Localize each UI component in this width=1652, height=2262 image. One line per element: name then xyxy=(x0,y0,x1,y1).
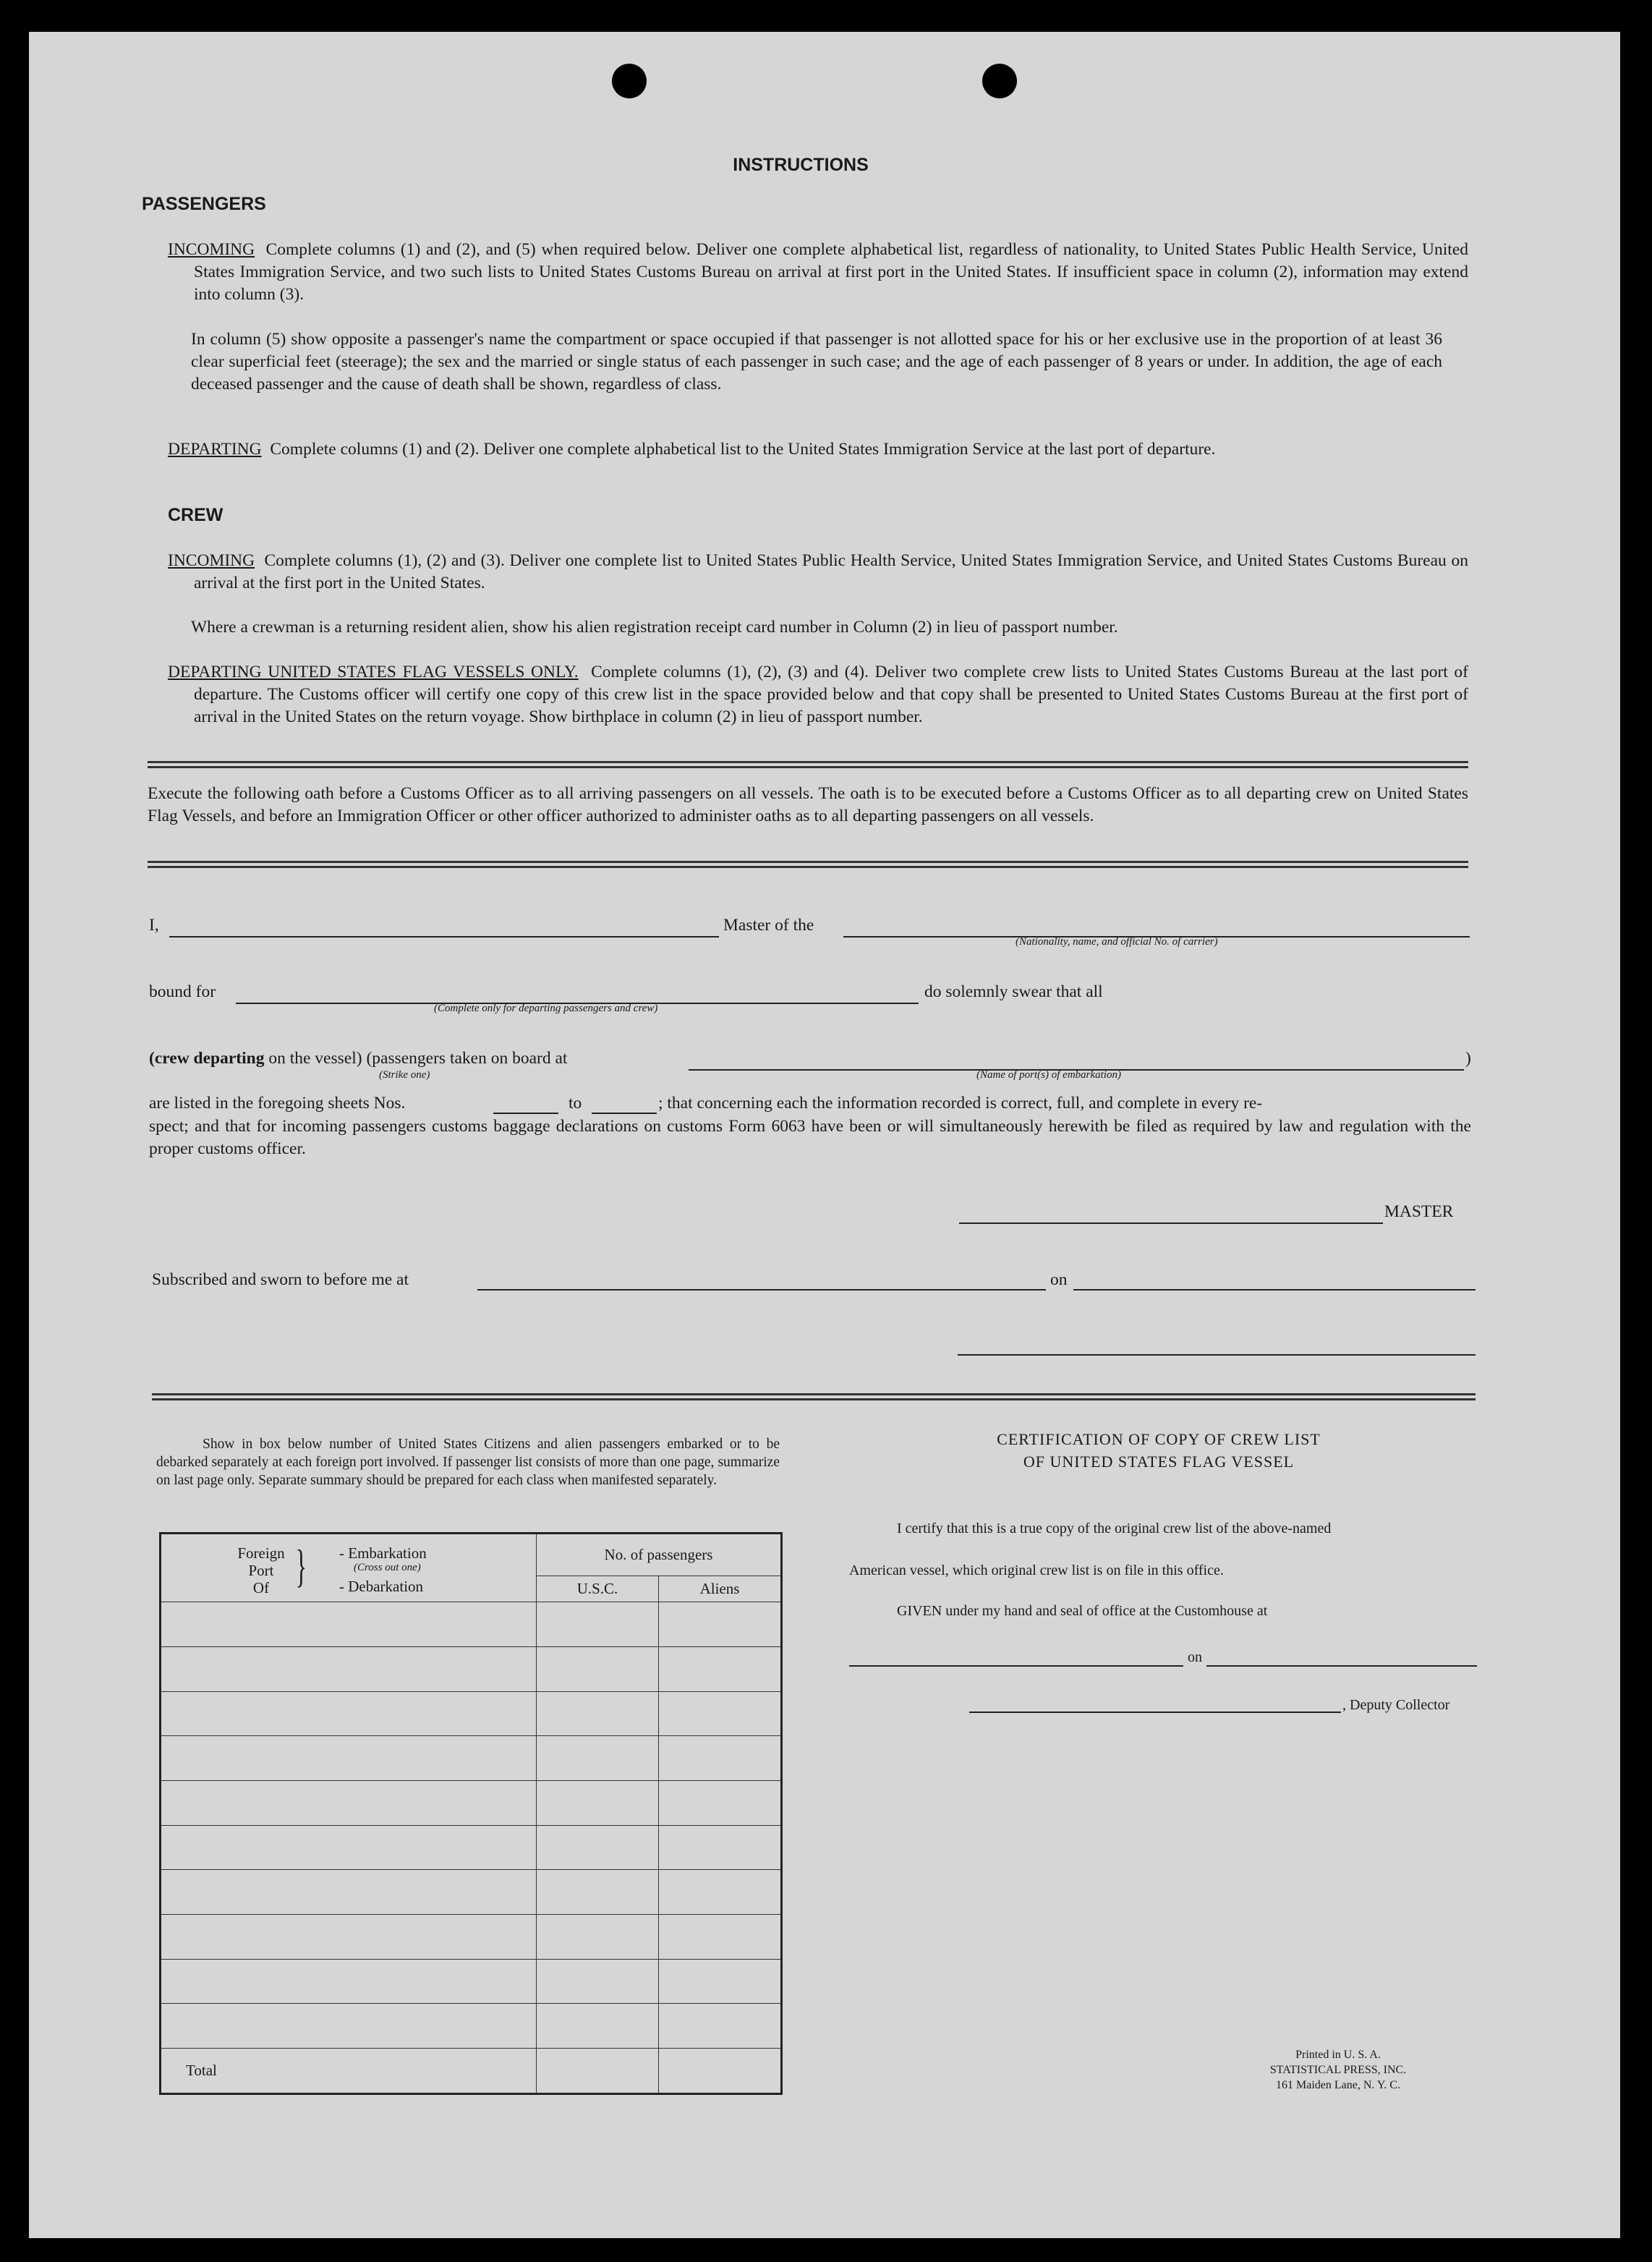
port-cell[interactable] xyxy=(161,1602,537,1647)
divider xyxy=(148,761,1468,768)
usc-cell[interactable] xyxy=(537,1959,659,2004)
divider xyxy=(152,1393,1476,1400)
ports-caption: (Name of port(s) of embarkation) xyxy=(976,1069,1121,1081)
on-label: on xyxy=(1050,1270,1068,1289)
crew-departing-label: DEPARTING UNITED STATES FLAG VESSELS ONLY. xyxy=(168,663,579,681)
crew-incoming-label: INCOMING xyxy=(168,551,255,570)
certification-title-line: CERTIFICATION OF COPY OF CREW LIST xyxy=(997,1430,1321,1448)
on-vessel-text: on the vessel) xyxy=(268,1049,362,1068)
deputy-signature-field[interactable] xyxy=(969,1712,1341,1713)
sworn-place-field[interactable] xyxy=(477,1289,1046,1291)
aliens-cell[interactable] xyxy=(659,1959,782,2004)
usc-cell[interactable] xyxy=(537,2004,659,2049)
aliens-cell[interactable] xyxy=(659,2004,782,2049)
cross-out-caption: (Cross out one) xyxy=(354,1562,421,1573)
close-paren: ) xyxy=(1465,1049,1471,1068)
aliens-cell[interactable] xyxy=(659,1870,782,1915)
printer-line: 161 Maiden Lane, N. Y. C. xyxy=(1276,2079,1400,2091)
swear-text: do solemnly swear that all xyxy=(924,982,1103,1001)
port-cell[interactable] xyxy=(161,2004,537,2049)
passengers-incoming-paragraph xyxy=(168,239,1468,306)
usc-cell[interactable] xyxy=(537,1646,659,1691)
page-title: INSTRUCTIONS xyxy=(733,155,869,175)
port-header-text xyxy=(232,1544,290,1596)
subscribed-label: Subscribed and sworn to before me at xyxy=(152,1270,409,1289)
crew-departing-text: Complete columns (1), (2), (3) and (4). Deliver two complete crew lists to United States Customs Bureau at the last port of departure. The Customs officer will certify one copy of this crew list in the space provided below and that copy shall be presented to United States Customs Bureau at the first port of arrival in the United States on the return voyage. Show birthplace in column (2) in lieu of passport number. xyxy=(194,663,1469,726)
table-row xyxy=(161,1602,782,1647)
aliens-cell[interactable] xyxy=(659,1825,782,1870)
usc-cell[interactable] xyxy=(537,1736,659,1781)
divider xyxy=(148,861,1468,868)
port-cell[interactable] xyxy=(161,1691,537,1736)
departing-text: Complete columns (1) and (2). Deliver one complete alphabetical list to the United States Immigration Service at the last port of departure. xyxy=(270,440,1216,459)
port-header-line: Port xyxy=(248,1562,274,1579)
table-row xyxy=(161,1646,782,1691)
cert-date-field[interactable] xyxy=(1206,1665,1477,1667)
usc-cell[interactable] xyxy=(537,1825,659,1870)
crew-incoming-paragraph xyxy=(168,550,1468,595)
port-cell[interactable] xyxy=(161,1959,537,2004)
usc-cell[interactable] xyxy=(537,1691,659,1736)
listed-prefix: are listed in the foregoing sheets Nos. xyxy=(149,1094,406,1113)
bound-for-label: bound for xyxy=(149,982,216,1001)
passenger-summary-table xyxy=(159,1532,783,2095)
printer-line: STATISTICAL PRESS, INC. xyxy=(1269,2064,1407,2076)
aliens-cell[interactable] xyxy=(659,1691,782,1736)
port-cell[interactable] xyxy=(161,1646,537,1691)
passengers-header: No. of passengers xyxy=(537,1534,782,1576)
aliens-header: Aliens xyxy=(659,1576,782,1602)
summary-instructions: Show in box below number of United States Citizens and alien passengers embarked or to be debarked separately at each foreign port involved. If passenger list consists of more than one page, summarize on last page only. Separate summary should be prepared for each class when manifested separately. xyxy=(156,1437,780,1488)
crew-incoming-text: Complete columns (1), (2) and (3). Deliver one complete list to United States Public Health Service, United States Immigration Service, and United States Customs Bureau on arrival at the first port in the United States. xyxy=(194,551,1468,592)
listed-rest: spect; and that for incoming passengers customs baggage declarations on customs Form 6063 have been or will simultaneously herewith be filed as required by law and regulation with the proper customs officer. xyxy=(149,1117,1471,1158)
punch-hole xyxy=(612,64,647,98)
port-cell[interactable] xyxy=(161,1915,537,1960)
i-label: I, xyxy=(149,916,159,935)
aliens-cell[interactable] xyxy=(659,1915,782,1960)
table-row xyxy=(161,1959,782,2004)
punch-hole xyxy=(982,64,1017,98)
strike-caption: (Strike one) xyxy=(379,1069,430,1081)
crew-heading: CREW xyxy=(168,505,223,525)
listed-suffix: ; that concerning each the information recorded is correct, full, and complete in every re- xyxy=(658,1094,1263,1113)
certification-title xyxy=(840,1428,1477,1473)
sheet-from-field[interactable] xyxy=(493,1113,558,1114)
total-aliens-cell[interactable] xyxy=(659,2049,782,2094)
port-column-header xyxy=(161,1534,537,1602)
master-signature-field[interactable] xyxy=(959,1223,1383,1224)
port-header-line: Of xyxy=(252,1579,270,1596)
usc-cell[interactable] xyxy=(537,1915,659,1960)
resident-alien-paragraph: Where a crewman is a returning resident alien, show his alien registration receipt card number in Column (2) in lieu of passport number. xyxy=(191,618,1118,637)
aliens-cell[interactable] xyxy=(659,1736,782,1781)
total-usc-cell[interactable] xyxy=(537,2049,659,2094)
printer-imprint xyxy=(1230,2047,1447,2093)
incoming-text: Complete columns (1) and (2), and (5) when required below. Deliver one complete alphabetical list, regardless of nationality, to United States Public Health Service, United States Immigration Service, and two such lists to United States Customs Bureau on arrival at first port in the United States. If insufficient space in column (2), information may extend into column (3). xyxy=(194,240,1468,304)
aliens-cell[interactable] xyxy=(659,1780,782,1825)
embarkation-option[interactable]: - Embarkation xyxy=(339,1544,427,1562)
port-cell[interactable] xyxy=(161,1870,537,1915)
certification-title-line: OF UNITED STATES FLAG VESSEL xyxy=(1023,1453,1295,1471)
crew-departing-paragraph xyxy=(168,661,1468,728)
usc-cell[interactable] xyxy=(537,1602,659,1647)
table-row xyxy=(161,1915,782,1960)
sheet-to-field[interactable] xyxy=(592,1113,657,1114)
sworn-date-field[interactable] xyxy=(1073,1289,1476,1291)
customhouse-field[interactable] xyxy=(849,1665,1183,1667)
table-row xyxy=(161,1825,782,1870)
port-cell[interactable] xyxy=(161,1780,537,1825)
given-line: GIVEN under my hand and seal of office at the Customhouse at xyxy=(897,1603,1268,1619)
usc-cell[interactable] xyxy=(537,1780,659,1825)
port-cell[interactable] xyxy=(161,1825,537,1870)
master-name-field[interactable] xyxy=(169,936,719,937)
usc-cell[interactable] xyxy=(537,1870,659,1915)
carrier-caption: (Nationality, name, and official No. of carrier) xyxy=(1016,936,1218,948)
passengers-taken-option[interactable]: (passengers taken on board at xyxy=(366,1049,568,1068)
crew-passengers-line xyxy=(149,1049,567,1068)
aliens-cell[interactable] xyxy=(659,1646,782,1691)
printer-line: Printed in U. S. A. xyxy=(1295,2049,1381,2061)
certify-line-2: American vessel, which original crew list is on file in this office. xyxy=(849,1562,1224,1578)
port-header-line: Foreign xyxy=(237,1544,285,1562)
master-of-label: Master of the xyxy=(723,916,814,935)
incoming-label: INCOMING xyxy=(168,240,255,259)
departing-label: DEPARTING xyxy=(168,440,262,459)
debarkation-option[interactable]: - Debarkation xyxy=(339,1578,424,1595)
table-row xyxy=(161,1691,782,1736)
table-row xyxy=(161,1736,782,1781)
certify-line-1: I certify that this is a true copy of the original crew list of the above-named xyxy=(897,1521,1332,1536)
cert-on-label: on xyxy=(1188,1649,1202,1665)
column5-paragraph: In column (5) show opposite a passenger's name the compartment or space occupied if that passenger is not allotted space for his or her exclusive use in the proportion of at least 36 clear superficial feet (steerage); the sex and the married or single status of each passenger in such case; and the age of each passenger of 8 years or under. In addition, the age of each deceased passenger and the cause of death shall be shown, regardless of class. xyxy=(191,330,1442,394)
to-label: to xyxy=(569,1094,582,1113)
master-label: MASTER xyxy=(1384,1202,1454,1221)
passengers-heading: PASSENGERS xyxy=(142,194,266,214)
bound-caption: (Complete only for departing passengers and crew) xyxy=(434,1003,658,1014)
table-row xyxy=(161,2004,782,2049)
crew-departing-option[interactable]: (crew departing xyxy=(149,1049,265,1068)
brace-icon: } xyxy=(295,1540,307,1591)
table-row xyxy=(161,1870,782,1915)
port-cell[interactable] xyxy=(161,1736,537,1781)
usc-header: U.S.C. xyxy=(537,1576,659,1602)
table-row xyxy=(161,1780,782,1825)
aliens-cell[interactable] xyxy=(659,1602,782,1647)
deputy-collector-label: , Deputy Collector xyxy=(1342,1697,1450,1713)
passengers-departing-paragraph xyxy=(168,438,1468,461)
oath-intro: Execute the following oath before a Customs Officer as to all arriving passengers on all vessels. The oath is to be executed before a Customs Officer as to all departing crew on United States Flag Vessels, and before an Immigration Officer or other officer authorized to administer oaths as to all departing passengers on all vessels. xyxy=(148,784,1468,825)
officer-signature-field[interactable] xyxy=(958,1354,1476,1356)
total-label: Total xyxy=(161,2049,537,2094)
